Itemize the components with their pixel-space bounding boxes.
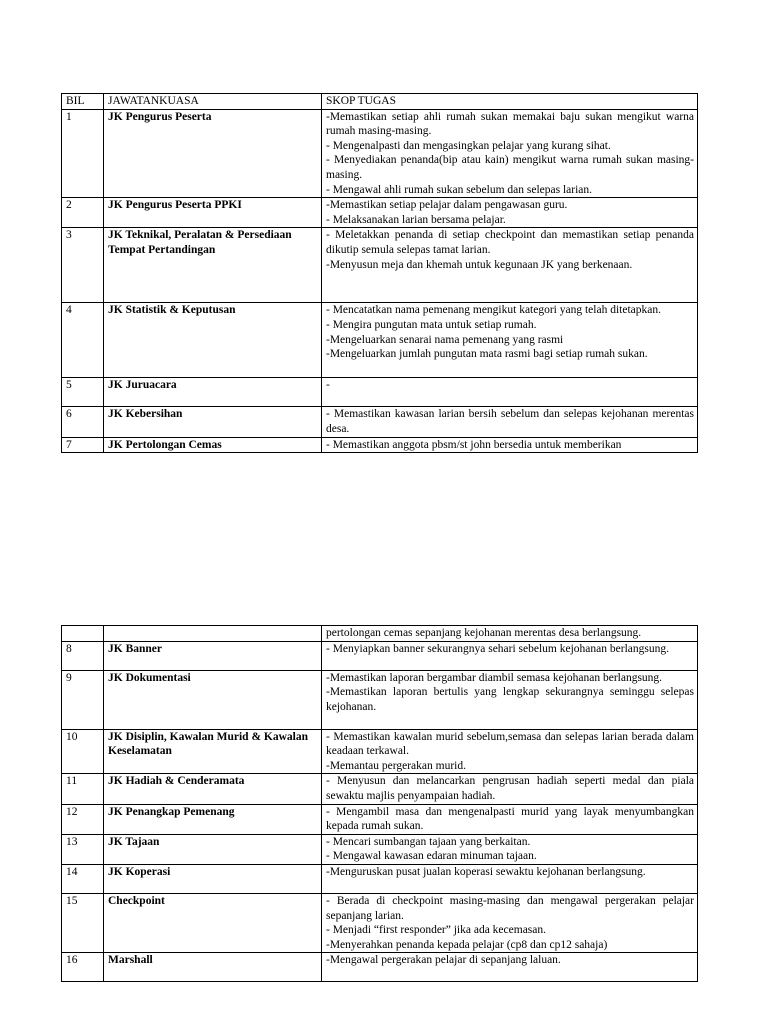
cell-skop-tugas — [322, 729, 698, 774]
cell-jawatankuasa: JK Dokumentasi — [104, 670, 322, 729]
skop-line: - Menjadi “first responder” jika ada kecemasan. — [326, 924, 546, 937]
table-row — [62, 378, 698, 407]
cell-bil: 11 — [62, 774, 104, 804]
cell-jawatankuasa: JK Pengurus Peserta PPKI — [104, 198, 322, 228]
cell-jawatankuasa: JK Teknikal, Peralatan & Persediaan Tempat Pertandingan — [104, 228, 322, 303]
cell-jawatankuasa: JK Juruacara — [104, 378, 322, 407]
cell-jawatankuasa: JK Koperasi — [104, 864, 322, 893]
cell-jawatankuasa: JK Pertolongan Cemas — [104, 437, 322, 453]
skop-line: - Menyiapkan banner sekurangnya sehari sebelum kejohanan berlangsung. — [326, 642, 669, 655]
table-row — [62, 228, 698, 303]
skop-line: - Mengenalpasti dan mengasingkan pelajar yang kurang sihat. — [326, 139, 611, 152]
skop-line: -Memastikan setiap pelajar dalam pengawasan guru. — [326, 199, 568, 212]
skop-line: -Mengawal pergerakan pelajar di sepanjang laluan. — [326, 954, 561, 967]
skop-line: - Mengawal ahli rumah sukan sebelum dan selepas larian. — [326, 183, 593, 196]
table-row — [62, 437, 698, 453]
header-skop-tugas: SKOP TUGAS — [322, 94, 698, 110]
skop-line: - Memastikan anggota pbsm/st john bersedia untuk memberikan — [326, 438, 622, 451]
cell-jawatankuasa: JK Disiplin, Kawalan Murid & Kawalan Keselamatan — [104, 729, 322, 774]
committee-table-part-1 — [61, 93, 698, 453]
table-row — [62, 641, 698, 670]
skop-line: -Memastikan laporan bertulis yang lengkap sekurangnya seminggu selepas kejohanan. — [326, 686, 694, 713]
cell-bil: 14 — [62, 864, 104, 893]
cell-bil: 3 — [62, 228, 104, 303]
cell-skop-tugas — [322, 864, 698, 893]
cell-jawatankuasa — [104, 626, 322, 642]
skop-line: - Berada di checkpoint masing-masing dan mengawal pergerakan pelajar sepanjang larian. — [326, 894, 694, 922]
cell-jawatankuasa: JK Statistik & Keputusan — [104, 303, 322, 378]
skop-line: -Mengeluarkan senarai nama pemenang yang rasmi — [326, 333, 564, 346]
table-row — [62, 864, 698, 893]
table-row — [62, 893, 698, 952]
table-row — [62, 109, 698, 198]
skop-line: - Menyusun dan melancarkan pengrusan hadiah seperti medal dan piala sewaktu majlis penyampaian hadiah. — [326, 775, 694, 802]
cell-skop-tugas — [322, 437, 698, 453]
cell-bil: 1 — [62, 109, 104, 198]
cell-bil: 7 — [62, 437, 104, 453]
table-row — [62, 198, 698, 228]
skop-line: - Melaksanakan larian bersama pelajar. — [326, 213, 506, 226]
cell-skop-tugas — [322, 626, 698, 642]
skop-line: - Meletakkan penanda di setiap checkpoint dan memastikan setiap penanda dikutip semula selepas tamat larian. — [326, 229, 694, 256]
skop-line: - Memastikan kawasan larian bersih sebelum dan selepas kejohanan merentas desa. — [326, 408, 694, 435]
cell-skop-tugas — [322, 407, 698, 437]
skop-line: -Memantau pergerakan murid. — [326, 759, 466, 772]
cell-skop-tugas — [322, 378, 698, 407]
cell-bil: 8 — [62, 641, 104, 670]
cell-jawatankuasa: JK Tajaan — [104, 834, 322, 864]
skop-line: -Menguruskan pusat jualan koperasi sewaktu kejohanan berlangsung. — [326, 865, 646, 878]
cell-jawatankuasa: Marshall — [104, 953, 322, 982]
table-row — [62, 834, 698, 864]
table-row — [62, 804, 698, 834]
cell-bil: 4 — [62, 303, 104, 378]
cell-skop-tugas — [322, 834, 698, 864]
cell-bil: 2 — [62, 198, 104, 228]
skop-line: -Memastikan laporan bergambar diambil semasa kejohanan berlangsung. — [326, 671, 663, 684]
cell-skop-tugas — [322, 893, 698, 952]
table-row — [62, 303, 698, 378]
table-row — [62, 774, 698, 804]
table-row — [62, 407, 698, 437]
cell-bil: 6 — [62, 407, 104, 437]
cell-skop-tugas — [322, 228, 698, 303]
skop-line: - Mengawal kawasan edaran minuman tajaan. — [326, 850, 537, 863]
cell-skop-tugas — [322, 198, 698, 228]
cell-skop-tugas — [322, 804, 698, 834]
skop-line: - Mengambil masa dan mengenalpasti murid yang layak menyumbangkan kepada rumah sukan. — [326, 805, 694, 833]
skop-line: -Menyusun meja dan khemah untuk kegunaan JK yang berkenaan. — [326, 258, 633, 271]
skop-line: -Mengeluarkan jumlah pungutan mata rasmi bagi setiap rumah sukan. — [326, 348, 648, 361]
cell-jawatankuasa: JK Pengurus Peserta — [104, 109, 322, 198]
skop-line: -Menyerahkan penanda kepada pelajar (cp8 dan cp12 sahaja) — [326, 938, 608, 951]
cell-bil: 5 — [62, 378, 104, 407]
cell-bil: 12 — [62, 804, 104, 834]
cell-skop-tugas — [322, 670, 698, 729]
skop-line: - Menyediakan penanda(bip atau kain) mengikut warna rumah sukan masing-masing. — [326, 154, 694, 181]
skop-line: - Mengira pungutan mata untuk setiap rumah. — [326, 318, 537, 331]
cell-jawatankuasa: JK Banner — [104, 641, 322, 670]
skop-line: pertolongan cemas sepanjang kejohanan merentas desa berlangsung. — [326, 627, 642, 639]
skop-line: - — [326, 379, 330, 392]
skop-line: - Mencatatkan nama pemenang mengikut kategori yang telah ditetapkan. — [326, 304, 661, 317]
header-bil: BIL — [62, 94, 104, 110]
skop-line: - Memastikan kawalan murid sebelum,semasa dan selepas larian berada dalam keadaan terkawal. — [326, 730, 694, 758]
table-row — [62, 670, 698, 729]
cell-bil: 16 — [62, 953, 104, 982]
cell-skop-tugas — [322, 641, 698, 670]
skop-line: -Memastikan setiap ahli rumah sukan memakai baju sukan mengikut warna rumah masing-masing. — [326, 110, 694, 138]
table-row — [62, 729, 698, 774]
header-jawatankuasa: JAWATANKUASA — [104, 94, 322, 110]
table-row — [62, 626, 698, 642]
committee-table-part-2 — [61, 625, 698, 982]
table-header-row — [62, 94, 698, 110]
cell-bil: 10 — [62, 729, 104, 774]
cell-jawatankuasa: Checkpoint — [104, 893, 322, 952]
cell-bil — [62, 626, 104, 642]
cell-jawatankuasa: JK Kebersihan — [104, 407, 322, 437]
cell-jawatankuasa: JK Hadiah & Cenderamata — [104, 774, 322, 804]
cell-skop-tugas — [322, 303, 698, 378]
cell-bil: 13 — [62, 834, 104, 864]
table-row — [62, 953, 698, 982]
cell-skop-tugas — [322, 109, 698, 198]
cell-bil: 15 — [62, 893, 104, 952]
cell-bil: 9 — [62, 670, 104, 729]
cell-skop-tugas — [322, 774, 698, 804]
skop-line: - Mencari sumbangan tajaan yang berkaitan. — [326, 835, 531, 848]
cell-jawatankuasa: JK Penangkap Pemenang — [104, 804, 322, 834]
cell-skop-tugas — [322, 953, 698, 982]
